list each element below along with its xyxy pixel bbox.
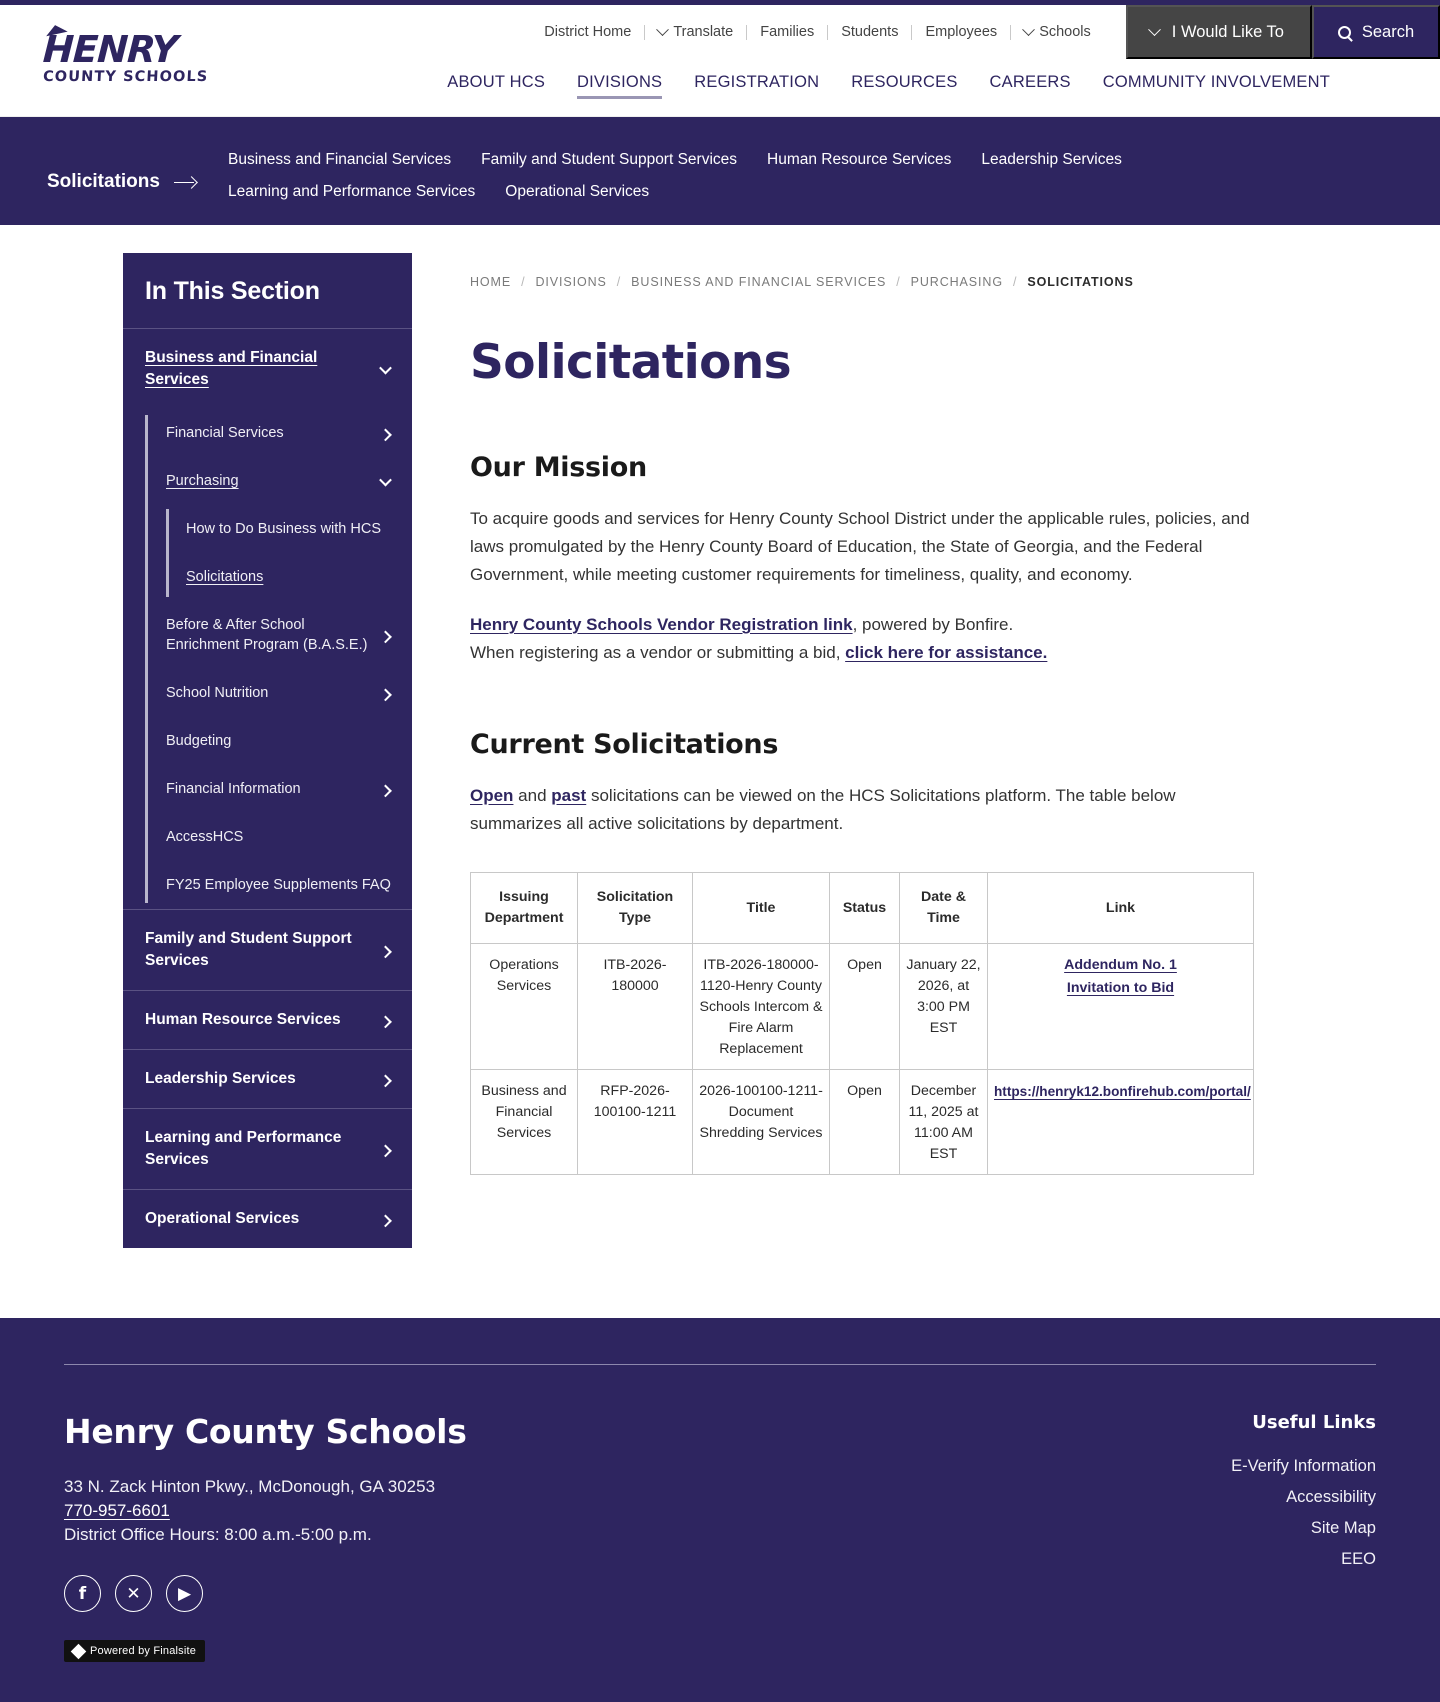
division-subnav xyxy=(0,117,1440,225)
subnav-link-family-and-student-support-services[interactable]: Family and Student Support Services xyxy=(481,151,738,168)
footer-link-e-verify-information[interactable]: E-Verify Information xyxy=(1231,1457,1376,1475)
breadcrumb-item-business-and-financial-services[interactable]: BUSINESS AND FINANCIAL SERVICES xyxy=(631,275,887,289)
utility-link-students[interactable] xyxy=(828,22,911,42)
sidebar-item-fy25-employee-supplements-faq[interactable] xyxy=(148,861,412,909)
nav-item-label: DIVISIONS xyxy=(577,73,663,91)
sidebar-item-label: Purchasing xyxy=(166,473,239,489)
nav-item-careers[interactable] xyxy=(990,73,1071,99)
nav-item-about-hcs[interactable] xyxy=(447,73,545,99)
cell-title: 2026-100100-1211-Document Shredding Services xyxy=(693,1070,830,1175)
breadcrumb-item-solicitations: SOLICITATIONS xyxy=(1027,275,1134,289)
utility-link-label: District Home xyxy=(544,24,632,40)
footer-address: 33 N. Zack Hinton Pkwy., McDonough, GA 30253 xyxy=(64,1477,436,1496)
footer-useful-links-column xyxy=(1066,1364,1376,1662)
sidebar-item-label: Human Resource Services xyxy=(145,1011,341,1028)
solicitations-table xyxy=(470,872,1254,1175)
sidebar-item-financial-information[interactable] xyxy=(148,765,412,813)
table-row xyxy=(471,1070,1254,1175)
sidebar-item-operational-services[interactable] xyxy=(123,1189,412,1248)
subnav-link-leadership-services[interactable]: Leadership Services xyxy=(981,151,1122,168)
cell-datetime: January 22, 2026, at 3:00 PM EST xyxy=(900,944,988,1070)
footer-grid xyxy=(0,1318,1440,1662)
breadcrumb-separator: / xyxy=(521,275,526,289)
sidebar-item-budgeting[interactable] xyxy=(148,717,412,765)
sidebar-item-base-program[interactable] xyxy=(148,601,412,669)
utility-link-label: Employees xyxy=(925,24,998,40)
primary-nav xyxy=(447,73,1330,99)
footer-phone-link[interactable]: 770-957-6601 xyxy=(64,1501,170,1520)
powered-by-finalsite-badge[interactable] xyxy=(64,1640,205,1662)
sidebar-item-human-resource-services[interactable] xyxy=(123,990,412,1049)
chevron-down-icon xyxy=(379,361,392,374)
past-solicitations-link[interactable]: past xyxy=(551,786,587,805)
cell-department: Operations Services xyxy=(471,944,578,1070)
assistance-link[interactable]: click here for assistance. xyxy=(845,643,1048,662)
footer-link-accessibility[interactable]: Accessibility xyxy=(1286,1488,1376,1506)
chevron-right-icon xyxy=(379,688,392,701)
column-header-solicitation-type: Solicitation Type xyxy=(578,873,693,944)
cell-type: ITB-2026-180000 xyxy=(578,944,693,1070)
in-this-section-sidebar xyxy=(123,253,412,1248)
sidebar-item-label: Operational Services xyxy=(145,1210,300,1227)
logo-line-2: COUNTY SCHOOLS xyxy=(42,69,209,85)
nav-item-label: ABOUT HCS xyxy=(447,73,546,91)
footer-contact-column xyxy=(64,1364,1066,1662)
main-content xyxy=(470,253,1263,1175)
column-header-title: Title xyxy=(693,873,830,944)
useful-links-title: Useful Links xyxy=(1252,1412,1376,1433)
sidebar-list xyxy=(123,328,412,1248)
column-header-status: Status xyxy=(830,873,900,944)
sidebar-item-learning-and-performance-services[interactable] xyxy=(123,1108,412,1189)
column-header-issuing-department: Issuing Department xyxy=(471,873,578,944)
sidebar-item-how-to-do-business-with-hcs[interactable]: How to Do Business with HCS xyxy=(186,521,382,537)
chevron-right-icon xyxy=(379,784,392,797)
nav-item-divisions[interactable] xyxy=(577,73,662,99)
chevron-right-icon xyxy=(379,428,392,441)
chevron-down-icon xyxy=(656,23,669,36)
sidebar-item-label: Financial Services xyxy=(166,425,284,441)
logo-line-1: HENRY xyxy=(41,28,179,71)
breadcrumb-separator: / xyxy=(896,275,901,289)
sidebar-item-school-nutrition[interactable] xyxy=(148,669,412,717)
and-word: and xyxy=(513,786,552,805)
subnav-links xyxy=(228,143,1188,201)
chevron-down-icon xyxy=(1022,23,1035,36)
chevron-right-icon xyxy=(379,1214,392,1227)
sidebar-item-label: School Nutrition xyxy=(166,685,269,701)
page-body xyxy=(0,225,1440,1318)
nav-item-label: COMMUNITY INVOLVEMENT xyxy=(1102,73,1330,91)
mission-text: To acquire goods and services for Henry County School District under the applicable rules, policies, and laws promulgated by the Henry County Board of Education, the State of Georgia, and the Federal Government, while meeting customer requirements for timeliness, quality, and economy. xyxy=(470,509,1250,584)
utility-link-employees[interactable] xyxy=(912,22,1010,42)
table-header-row xyxy=(471,873,1254,944)
breadcrumb-separator: / xyxy=(616,275,622,289)
footer-link-site-map[interactable]: Site Map xyxy=(1310,1519,1376,1537)
breadcrumb-item-purchasing[interactable]: PURCHASING xyxy=(910,275,1003,289)
sidebar-item-leadership-services[interactable] xyxy=(123,1049,412,1108)
utility-link-translate[interactable] xyxy=(645,22,746,42)
i-would-like-to-label: I Would Like To xyxy=(1171,22,1284,41)
table-body xyxy=(471,944,1254,1175)
cell-datetime: December 11, 2025 at 11:00 AM EST xyxy=(900,1070,988,1175)
utility-link-families[interactable] xyxy=(747,22,827,42)
footer-link-eeo[interactable]: EEO xyxy=(1341,1550,1376,1568)
vendor-link-tail: , powered by Bonfire. xyxy=(852,615,1014,634)
open-solicitations-link[interactable]: Open xyxy=(470,786,514,805)
sidebar-item-financial-services[interactable] xyxy=(148,409,412,457)
chevron-right-icon xyxy=(379,630,392,643)
i-would-like-to-button[interactable] xyxy=(1126,5,1312,59)
sidebar-sublist-purchasing xyxy=(148,505,412,601)
cell-links xyxy=(988,944,1254,1070)
sidebar-item-accesshcs[interactable] xyxy=(148,813,412,861)
search-label: Search xyxy=(1361,22,1415,41)
breadcrumb-separator: / xyxy=(1012,275,1018,289)
cell-status: Open xyxy=(830,944,900,1070)
footer-divider xyxy=(1066,1364,1376,1366)
sidebar-item-label: Business and Financial Services xyxy=(145,349,318,388)
vendor-registration-paragraph xyxy=(470,611,1263,667)
sidebar-item-purchasing[interactable] xyxy=(148,457,412,505)
sidebar-item-label: Leadership Services xyxy=(145,1070,296,1087)
sidebar-item-label: FY25 Employee Supplements FAQ xyxy=(166,877,391,893)
utility-link-label: Translate xyxy=(673,24,734,40)
column-header-link: Link xyxy=(988,873,1254,944)
sidebar-item-label: AccessHCS xyxy=(166,829,244,845)
cell-status: Open xyxy=(830,1070,900,1175)
utility-link-label: Students xyxy=(841,24,899,40)
footer-office-hours: District Office Hours: 8:00 a.m.-5:00 p.m. xyxy=(64,1525,372,1544)
subnav-link-business-and-financial-services[interactable]: Business and Financial Services xyxy=(228,151,452,168)
search-icon xyxy=(1338,26,1351,39)
intro-tail: solicitations can be viewed on the HCS Solicitations platform. The table below summarizes all active solicitations by department. xyxy=(470,786,1176,833)
footer-social-links xyxy=(64,1575,1066,1612)
breadcrumb xyxy=(470,275,1263,289)
sidebar-item-label: Financial Information xyxy=(166,781,301,797)
utility-link-district-home[interactable] xyxy=(531,22,644,42)
youtube-icon[interactable]: ▶ xyxy=(166,1575,203,1612)
utility-bar xyxy=(0,5,1440,59)
cell-type: RFP-2026-100100-1211 xyxy=(578,1070,693,1175)
cell-department: Business and Financial Services xyxy=(471,1070,578,1175)
current-solicitations-heading: Current Solicitations xyxy=(470,729,779,760)
powered-by-label: Powered by Finalsite xyxy=(90,1645,197,1657)
nav-item-label: RESOURCES xyxy=(851,73,958,91)
sidebar-item-business-and-financial-services[interactable] xyxy=(123,328,412,409)
utility-link-label: Schools xyxy=(1039,24,1091,40)
footer-divider xyxy=(64,1364,1066,1366)
subnav-link-learning-and-performance-services[interactable]: Learning and Performance Services xyxy=(228,183,476,200)
nav-item-label: CAREERS xyxy=(989,73,1071,91)
nav-item-label: REGISTRATION xyxy=(694,73,820,91)
sidebar-heading: In This Section xyxy=(123,253,412,328)
invitation-to-bid-link[interactable]: Invitation to Bid xyxy=(1066,980,1175,996)
subnav-section-label: Solicitations xyxy=(47,171,160,192)
subnav-link-operational-services[interactable]: Operational Services xyxy=(505,183,650,200)
breadcrumb-item-home[interactable]: HOME xyxy=(470,275,512,289)
subnav-link-human-resource-services[interactable]: Human Resource Services xyxy=(767,151,952,168)
chevron-right-icon xyxy=(379,1015,392,1028)
page-title: Solicitations xyxy=(470,335,792,390)
x-twitter-icon[interactable]: ✕ xyxy=(115,1575,152,1612)
arrow-right-icon xyxy=(174,177,196,187)
nav-item-resources[interactable] xyxy=(851,73,957,99)
breadcrumb-item-divisions[interactable]: DIVISIONS xyxy=(535,275,607,289)
chevron-right-icon xyxy=(379,1144,392,1157)
footer-district-name: Henry County Schools xyxy=(64,1412,467,1451)
sidebar-item-solicitations[interactable]: Solicitations xyxy=(186,569,264,585)
chevron-right-icon xyxy=(379,1074,392,1087)
finalsite-logo-icon xyxy=(71,1643,87,1659)
column-header-date-time: Date & Time xyxy=(900,873,988,944)
utility-link-label: Families xyxy=(760,24,815,40)
chevron-right-icon xyxy=(379,945,392,958)
table-row xyxy=(471,944,1254,1070)
sidebar-item-label: Family and Student Support Services xyxy=(145,930,352,969)
chevron-down-icon xyxy=(1148,23,1161,36)
assistance-prefix: When registering as a vendor or submitting a bid, xyxy=(470,643,846,662)
subnav-section-title[interactable] xyxy=(0,143,228,193)
mission-heading: Our Mission xyxy=(470,452,647,483)
sidebar-sublist-business-and-financial-services xyxy=(123,409,412,909)
site-footer xyxy=(0,1318,1440,1702)
bonfire-portal-link[interactable]: https://henryk12.bonfirehub.com/portal/ xyxy=(994,1084,1251,1099)
vendor-registration-link[interactable]: Henry County Schools Vendor Registration link xyxy=(470,615,853,634)
search-button[interactable] xyxy=(1312,5,1440,59)
chevron-down-icon xyxy=(379,473,392,486)
addendum-no-1-link[interactable]: Addendum No. 1 xyxy=(1064,957,1177,973)
nav-item-registration[interactable] xyxy=(694,73,819,99)
table-head xyxy=(471,873,1254,944)
utility-nav xyxy=(531,22,1103,42)
sidebar-item-label: Before & After School Enrichment Program (B.A.S.E.) xyxy=(166,617,368,653)
sidebar-item-label: Learning and Performance Services xyxy=(145,1129,342,1168)
nav-item-community-involvement[interactable] xyxy=(1103,73,1330,99)
utility-link-schools[interactable] xyxy=(1011,22,1104,42)
cell-title: ITB-2026-180000-1120-Henry County Schools Intercom & Fire Alarm Replacement xyxy=(693,944,830,1070)
facebook-icon[interactable]: f xyxy=(64,1575,101,1612)
cell-link-url xyxy=(988,1070,1254,1175)
sidebar-item-family-and-student-support-services[interactable] xyxy=(123,909,412,990)
solicitations-intro xyxy=(470,782,1263,838)
site-header xyxy=(0,5,1440,117)
sidebar-item-label: Budgeting xyxy=(166,733,232,749)
